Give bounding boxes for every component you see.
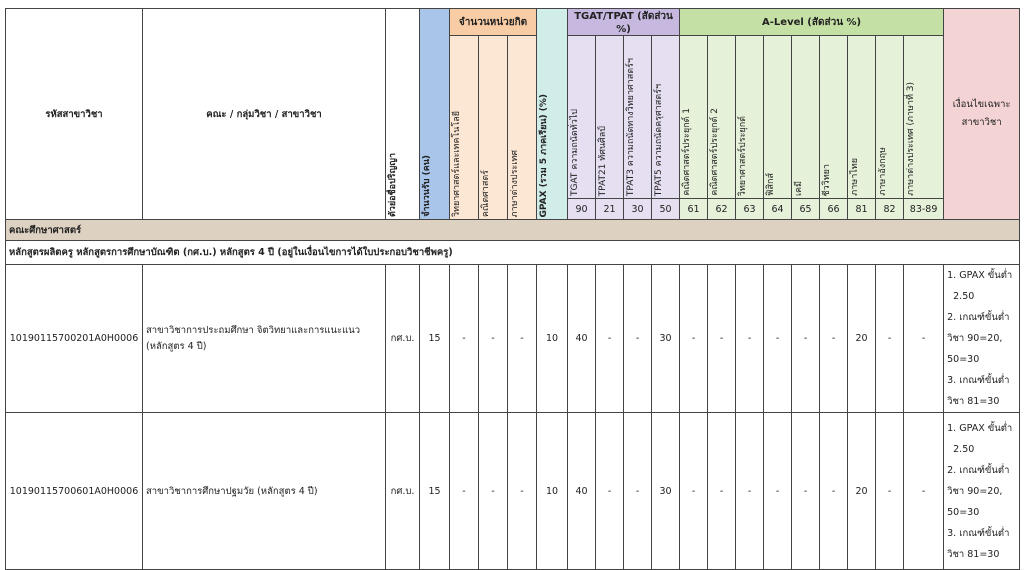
program-code: 10190115700201A0H0006 (6, 265, 143, 413)
condition-line: 3. เกณฑ์ขั้นต่ำ (947, 527, 1010, 539)
table-row (6, 413, 1020, 570)
alevel-82-cell: - (876, 413, 904, 570)
condition-line: วิชา 90=20, (947, 333, 1003, 344)
alevel-82-cell: - (876, 265, 904, 413)
tgat-90-cell: 40 (568, 265, 596, 413)
program-name: สาขาวิชาการประถมศึกษา จิตวิทยาและการแนะแนว (หลักสูตร 4 ปี) (143, 265, 386, 413)
header-alevel-81: ภาษาไทย (848, 36, 876, 199)
header-alevel-65: เคมี (792, 36, 820, 199)
header-alevel-63: วิทยาศาสตร์ประยุกต์ (736, 36, 764, 199)
alevel-63-cell: - (736, 413, 764, 570)
header-degree-abbr: ตัวย่อชื่อปริญญา (386, 9, 420, 220)
gpax-cell: 10 (537, 265, 568, 413)
header-tpat-30: TPAT3 ความถนัดทางวิทยาศาสตร์ฯ (624, 36, 652, 199)
tpat-50-cell: 30 (652, 413, 680, 570)
code-90: 90 (568, 199, 596, 220)
alevel-62-cell: - (708, 265, 736, 413)
header-alevel-61: คณิตศาสตร์ประยุกต์ 1 (680, 36, 708, 199)
credit-lang-cell: - (508, 413, 537, 570)
alevel-64-cell: - (764, 265, 792, 413)
code-21: 21 (596, 199, 624, 220)
conditions-cell (944, 413, 1020, 570)
credit-lang-cell: - (508, 265, 537, 413)
header-alevel-83-89: ภาษาต่างประเทศ (ภาษาที่ 3) (904, 36, 944, 199)
tgat-90-cell: 40 (568, 413, 596, 570)
tpat-30-cell: - (624, 265, 652, 413)
header-alevel-group: A-Level (สัดส่วน %) (680, 9, 944, 36)
curriculum-row: หลักสูตรผลิตครู หลักสูตรการศึกษาบัณฑิต (กศ.บ.) หลักสูตร 4 ปี (อยู่ในเงื่อนไขการได้ใบประกอบวิชาชีพครู) (6, 241, 1020, 265)
credit-math-cell: - (479, 265, 508, 413)
seats-cell: 15 (420, 413, 450, 570)
tpat-30-cell: - (624, 413, 652, 570)
credit-sci-cell: - (450, 413, 479, 570)
alevel-81-cell: 20 (848, 413, 876, 570)
header-credits-group: จำนวนหน่วยกิต (450, 9, 537, 36)
alevel-63-cell: - (736, 265, 764, 413)
code-82: 82 (876, 199, 904, 220)
alevel-65-cell: - (792, 265, 820, 413)
alevel-66-cell: - (820, 265, 848, 413)
alevel-81-cell: 20 (848, 265, 876, 413)
code-83-89: 83-89 (904, 199, 944, 220)
code-65: 65 (792, 199, 820, 220)
conditions-cell (944, 265, 1020, 413)
condition-line: 50=30 (947, 506, 980, 518)
program-code: 10190115700601A0H0006 (6, 413, 143, 570)
condition-line: วิชา 81=30 (947, 396, 1000, 407)
code-50: 50 (652, 199, 680, 220)
condition-line: 2. เกณฑ์ขั้นต่ำ (947, 464, 1010, 476)
alevel-65-cell: - (792, 413, 820, 570)
header-credit-math: คณิตศาสตร์ (479, 36, 508, 220)
condition-line: 1. GPAX ขั้นต่ำ (947, 422, 1013, 434)
degree-cell: กศ.บ. (386, 413, 420, 570)
header-tgat-90: TGAT ความถนัดทั่วไป (568, 36, 596, 199)
code-81: 81 (848, 199, 876, 220)
header-alevel-82: ภาษาอังกฤษ (876, 36, 904, 199)
condition-line: 2.50 (953, 291, 975, 302)
condition-line: วิชา 81=30 (947, 548, 1000, 560)
gpax-cell: 10 (537, 413, 568, 570)
credit-sci-cell: - (450, 265, 479, 413)
tpat-21-cell: - (596, 413, 624, 570)
code-30: 30 (624, 199, 652, 220)
code-66: 66 (820, 199, 848, 220)
header-tpat-50: TPAT5 ความถนัดครุศาสตร์ฯ (652, 36, 680, 199)
header-gpax: GPAX (รวม 5 ภาคเรียน) (%) (537, 9, 568, 220)
code-61: 61 (680, 199, 708, 220)
condition-line: วิชา 90=20, (947, 485, 1003, 497)
table-row (6, 265, 1020, 413)
alevel-83-89-cell: - (904, 413, 944, 570)
credit-math-cell: - (479, 413, 508, 570)
header-tpat-21: TPAT21 ทัศนศิลป์ (596, 36, 624, 199)
code-63: 63 (736, 199, 764, 220)
alevel-61-cell: - (680, 413, 708, 570)
header-alevel-64: ฟิสิกส์ (764, 36, 792, 199)
header-faculty-program: คณะ / กลุ่มวิชา / สาขาวิชา (143, 9, 386, 220)
alevel-62-cell: - (708, 413, 736, 570)
condition-line: 1. GPAX ขั้นต่ำ (947, 270, 1013, 281)
degree-cell: กศ.บ. (386, 265, 420, 413)
condition-line: 3. เกณฑ์ขั้นต่ำ (947, 375, 1010, 386)
header-seats: จำนวนรับ (คน) (420, 9, 450, 220)
header-alevel-62: คณิตศาสตร์ประยุกต์ 2 (708, 36, 736, 199)
condition-line: 2. เกณฑ์ขั้นต่ำ (947, 312, 1010, 323)
header-alevel-66: ชีววิทยา (820, 36, 848, 199)
condition-line: 50=30 (947, 354, 980, 365)
header-conditions: เงื่อนไขเฉพาะสาขาวิชา (944, 9, 1020, 220)
tpat-50-cell: 30 (652, 265, 680, 413)
program-name: สาขาวิชาการศึกษาปฐมวัย (หลักสูตร 4 ปี) (143, 413, 386, 570)
alevel-66-cell: - (820, 413, 848, 570)
alevel-83-89-cell: - (904, 265, 944, 413)
header-credit-sci: วิทยาศาสตร์และเทคโนโลยี (450, 36, 479, 220)
header-tgat-group: TGAT/TPAT (สัดส่วน %) (568, 9, 680, 36)
code-64: 64 (764, 199, 792, 220)
header-code: รหัสสาขาวิชา (6, 9, 143, 220)
seats-cell: 15 (420, 265, 450, 413)
code-62: 62 (708, 199, 736, 220)
alevel-64-cell: - (764, 413, 792, 570)
faculty-row: คณะศึกษาศาสตร์ (6, 220, 1020, 241)
admission-criteria-table (5, 8, 1020, 570)
condition-line: 2.50 (953, 443, 975, 455)
header-credit-lang: ภาษาต่างประเทศ (508, 36, 537, 220)
alevel-61-cell: - (680, 265, 708, 413)
tpat-21-cell: - (596, 265, 624, 413)
